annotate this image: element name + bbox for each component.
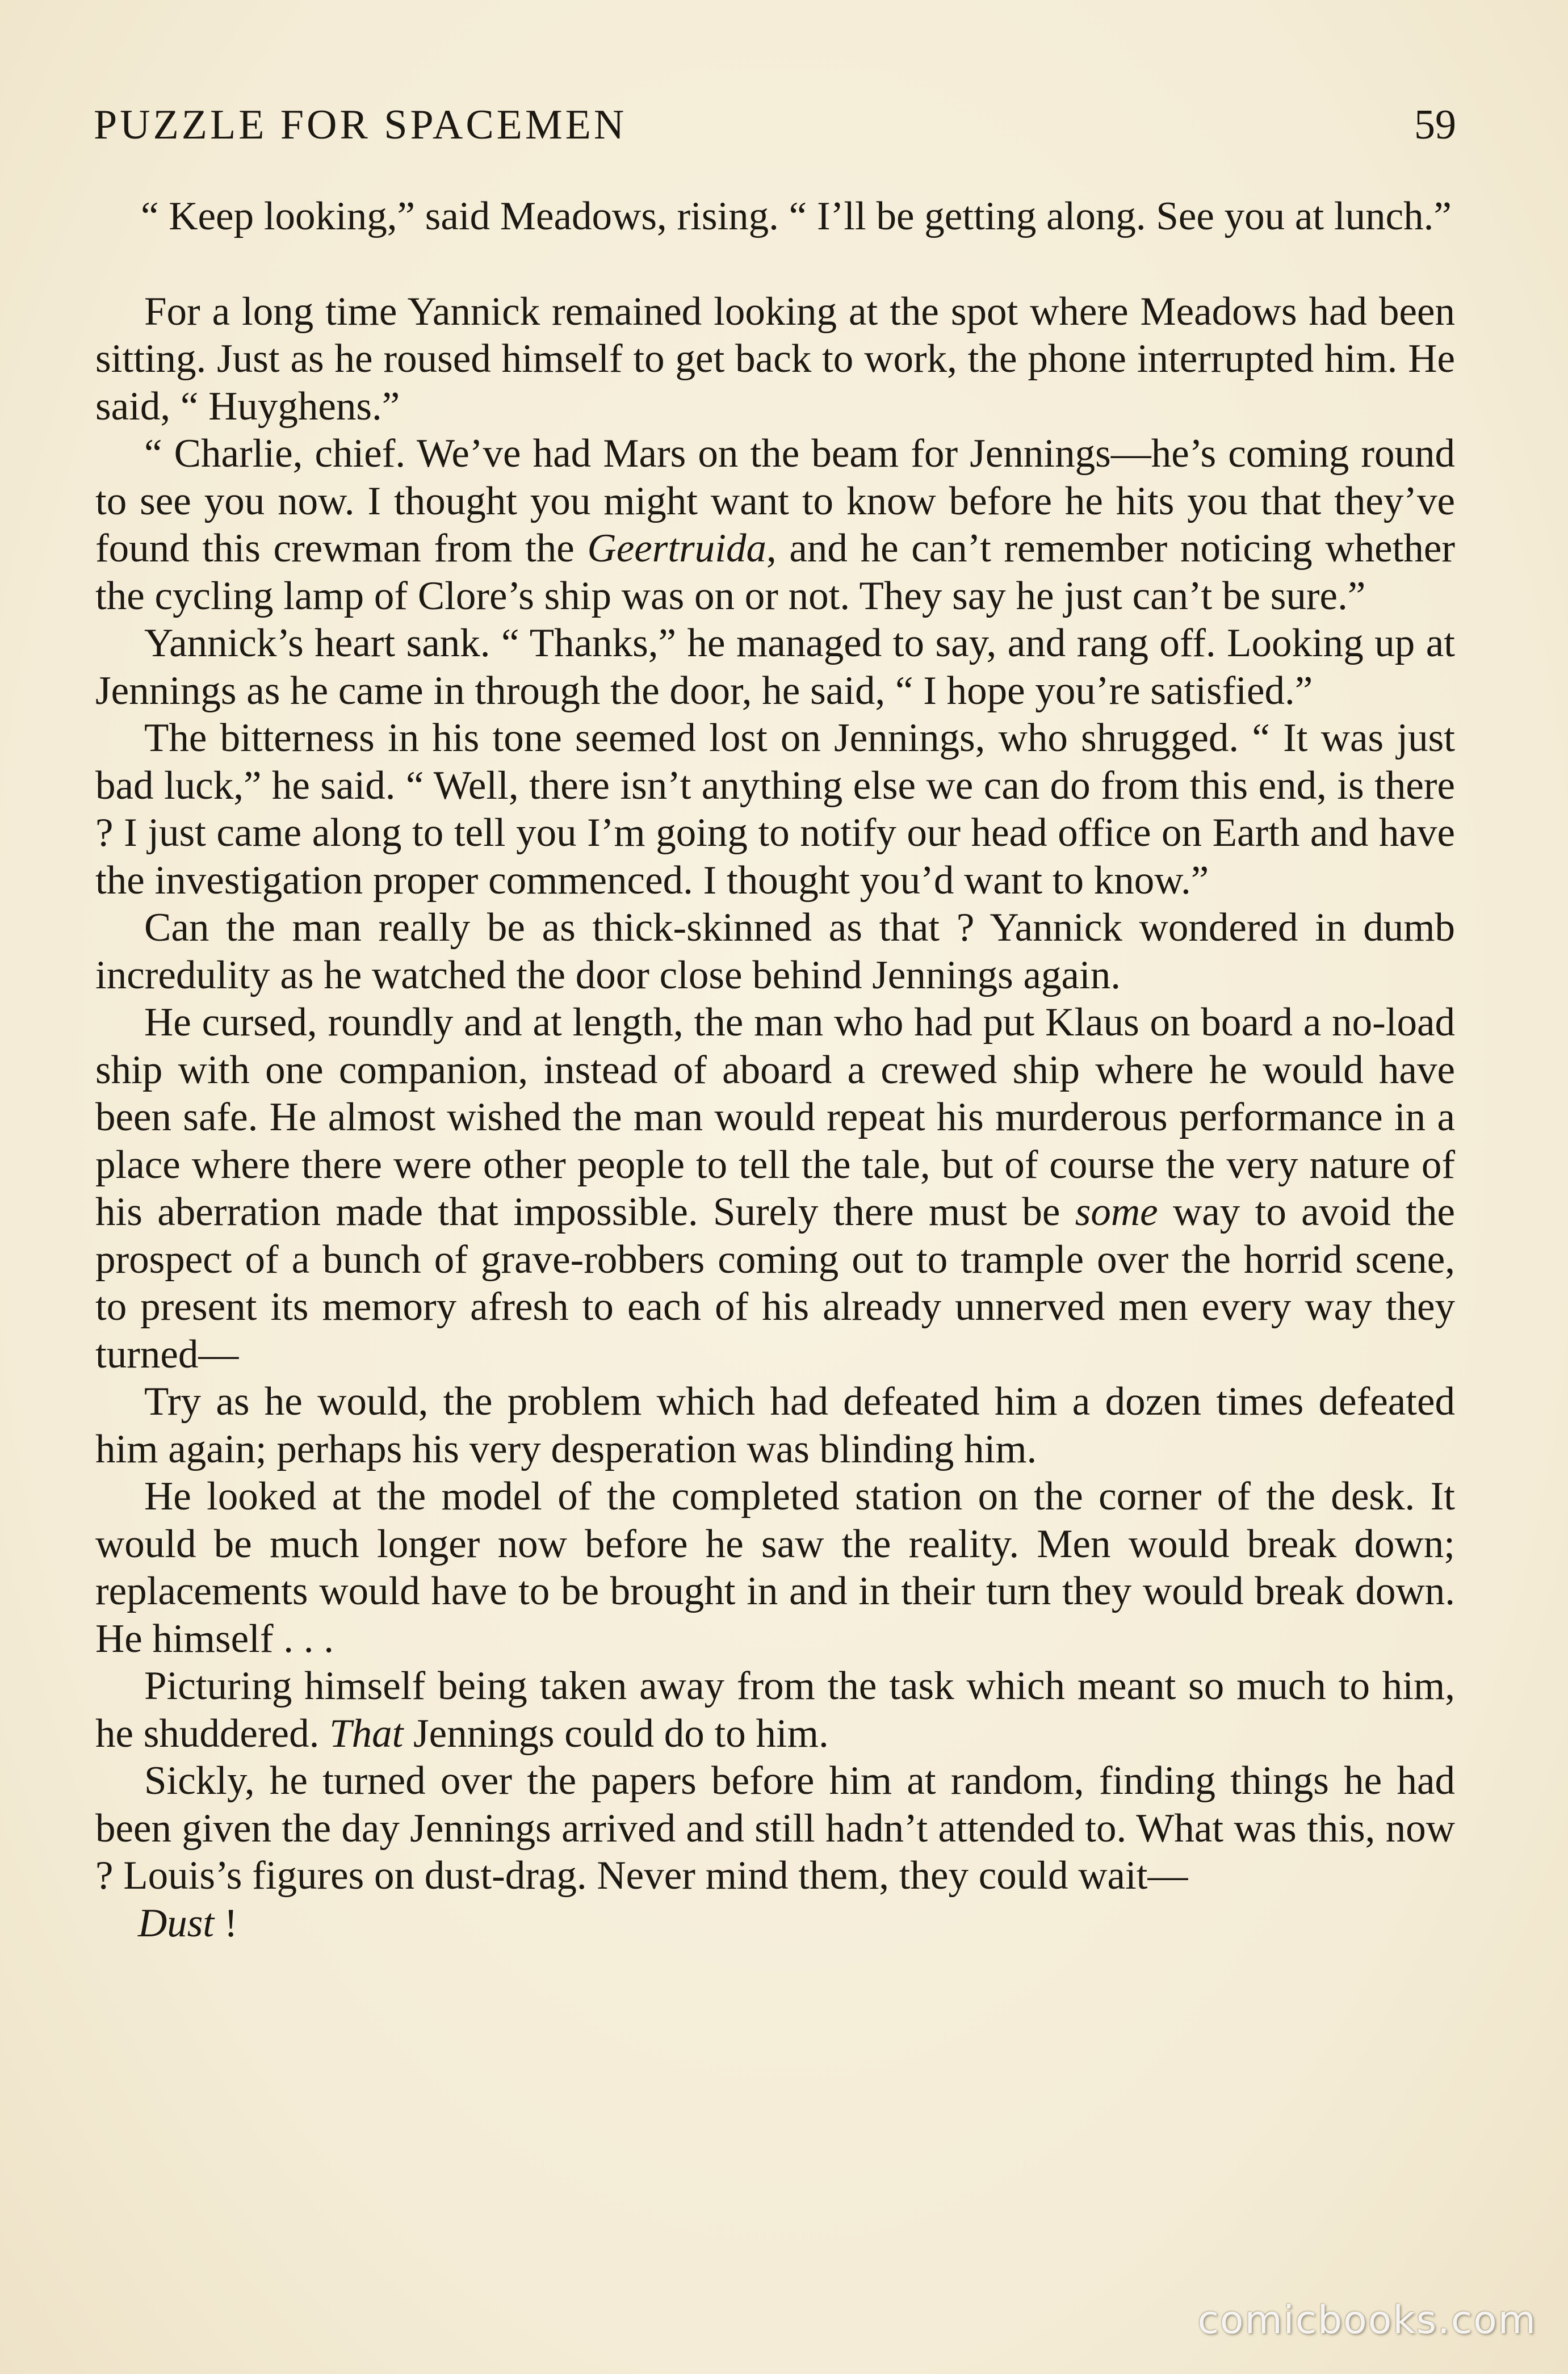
paragraph-text: “ Charlie, chief. We’ve had Mars on the beam for Jennings—he’s coming round to see you now. I thought you might want to know before he hits you that they’ve found this crewman from the	[95, 431, 1455, 571]
paragraph	[95, 430, 1455, 620]
paragraph	[95, 999, 1455, 1378]
paragraph	[95, 1900, 1455, 1948]
paragraph-text: Jennings could do to him.	[403, 1711, 829, 1756]
site-watermark: comicbooks.com	[1197, 2298, 1537, 2343]
paragraph-text: “ Keep looking,” said Meadows, rising. “ I’ll be getting along. See you at lunch.”	[141, 194, 1452, 238]
ship-name-italic: Geertruida	[587, 526, 766, 571]
paragraph-text: He looked at the model of the completed station on the corner of the desk. It would be much longer now before he saw the reality. Men would break down; replacements would have to be brought in and in their turn they would break down. He himself . . .	[95, 1474, 1455, 1661]
paragraph-text: way to avoid the prospect of a bunch of grave-robbers coming out to trample over the horrid scene, to present its memory afresh to each of his already unnerved men every way they turned—	[95, 1190, 1455, 1377]
paragraph	[95, 1378, 1455, 1473]
paragraph-text: Sickly, he turned over the papers before him at random, finding things he had been given the day Jennings arrived and still hadn’t attended to. What was this, now ? Louis’s figures on dust-drag. Never mind them, they could wait—	[95, 1759, 1455, 1898]
paragraph-text: Try as he would, the problem which had defeated him a dozen times defeated him again; perhaps his very desperation was blinding him.	[95, 1379, 1455, 1471]
paragraph-text: The bitterness in his tone seemed lost on Jennings, who shrugged. “ It was just bad luck,” he said. “ Well, there isn’t anything else we can do from this end, is there ? I just came along to tell you I’m going to notify our head office on Earth and have the investigation proper commenced. I thought you’d want to know.”	[95, 716, 1455, 903]
paragraph-text: , and he can’t remember noticing whether the cycling lamp of Clore’s ship was on or not. They say he just can’t be sure.”	[95, 526, 1456, 618]
paragraph	[95, 904, 1455, 999]
paragraph	[95, 1758, 1455, 1900]
paragraph	[95, 193, 1455, 241]
emphasis-italic: That	[329, 1711, 404, 1756]
page-header	[94, 97, 1456, 153]
page-number: 59	[1414, 102, 1456, 148]
paragraph	[95, 1473, 1455, 1663]
emphasis-italic: some	[1075, 1190, 1158, 1234]
emphasis-italic: Dust	[138, 1901, 215, 1945]
paragraph-text: Can the man really be as thick-skinned as that ? Yannick wondered in dumb incredulity as he watched the door close behind Jennings again.	[95, 905, 1455, 997]
paragraph-text: Picturing himself being taken away from the task which meant so much to him, he shuddered.	[95, 1664, 1455, 1756]
paragraph	[95, 1663, 1455, 1758]
paragraph-text: Yannick’s heart sank. “ Thanks,” he managed to say, and rang off. Looking up at Jennings as he came in through the door, he said, “ I hope you’re satisfied.”	[95, 621, 1455, 713]
paragraph-text: For a long time Yannick remained looking at the spot where Meadows had been sitting. Just as he roused himself to get back to work, the phone interrupted him. He said, “ Huyghens.”	[95, 289, 1455, 429]
paragraph-text: !	[214, 1901, 238, 1945]
running-title: PUZZLE FOR SPACEMEN	[94, 102, 627, 148]
paragraph	[95, 715, 1455, 904]
paragraph	[95, 620, 1455, 715]
paragraph	[95, 288, 1455, 431]
body-text	[95, 193, 1455, 1947]
paragraph-text: He cursed, roundly and at length, the man who had put Klaus on board a no-load ship with one companion, instead of aboard a crewed ship where he would have been safe. He almost wished the man would repeat his murderous performance in a place where there were other people to tell the tale, but of course the very nature of his aberration made that impossible. Surely there must be	[95, 1000, 1455, 1234]
